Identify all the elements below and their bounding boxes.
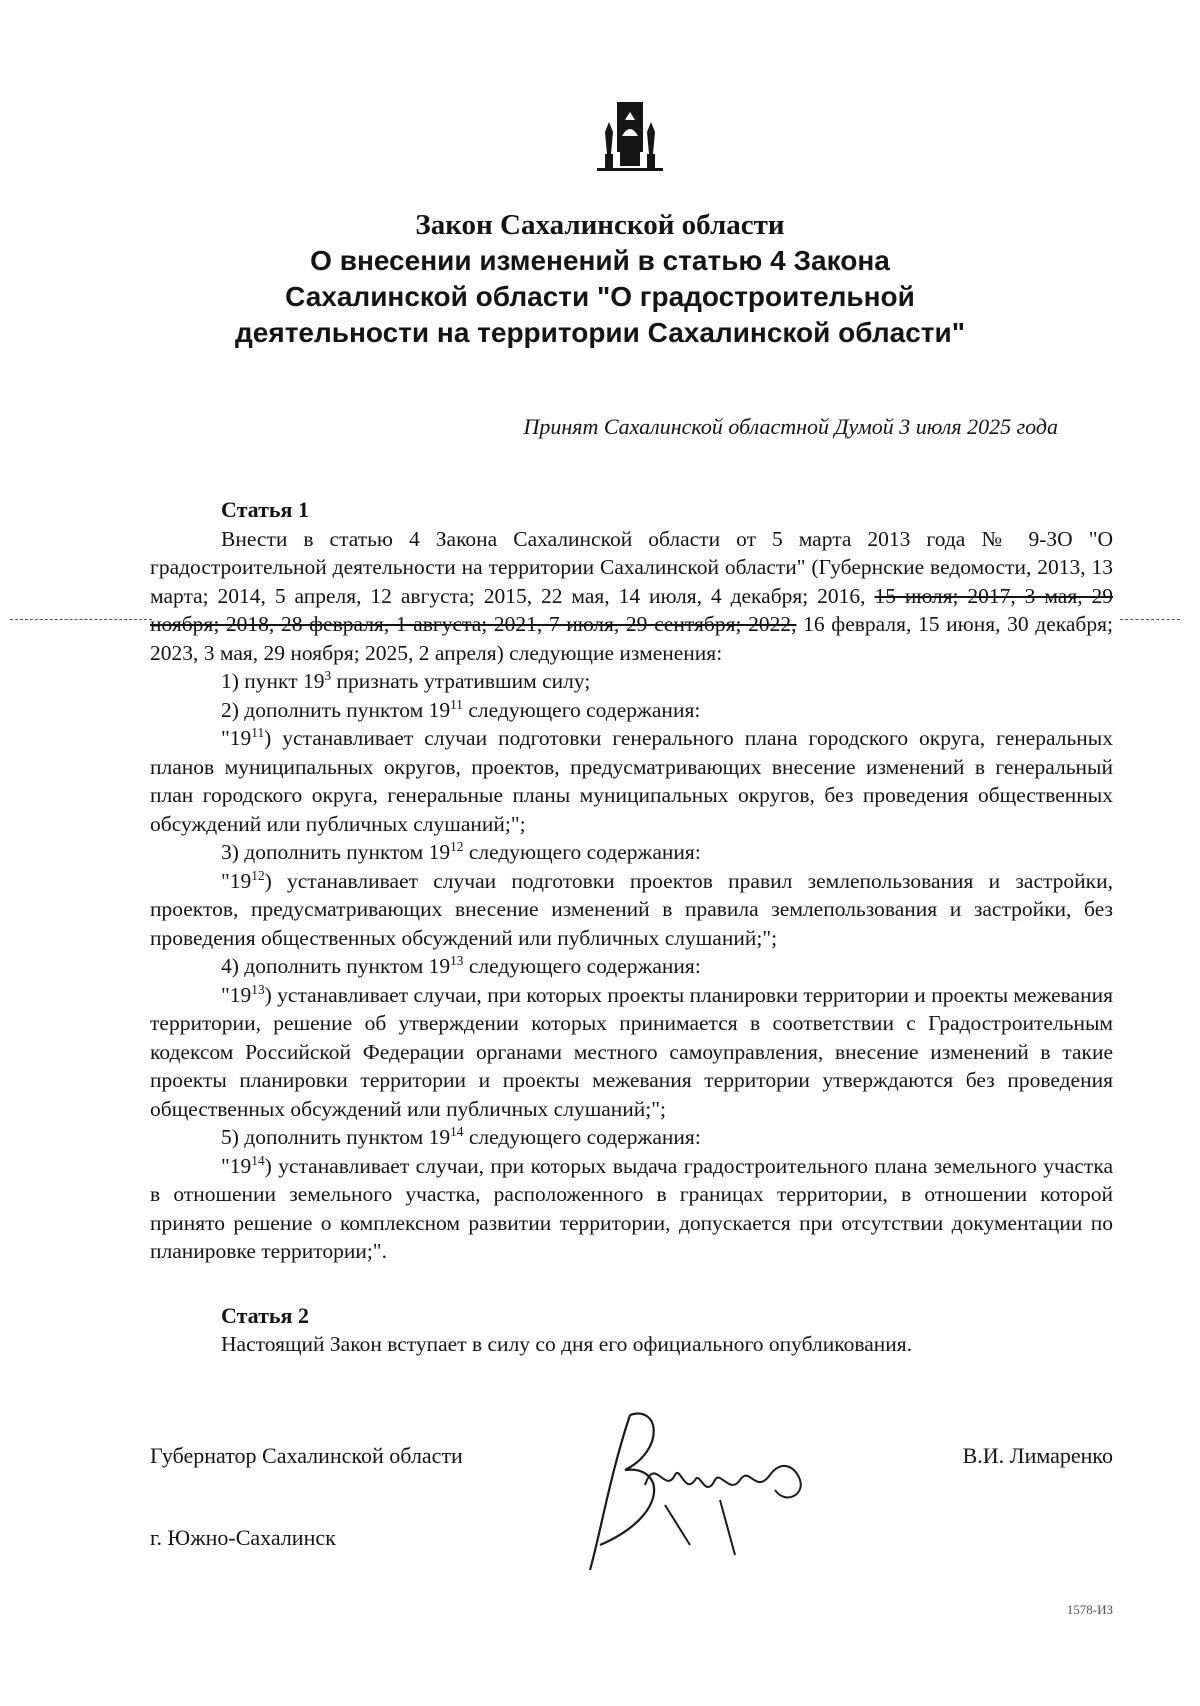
item-3-text-end: следующего содержания: xyxy=(463,840,701,864)
intro-part-a: Внести в статью 4 Закона Сахалинской области от 5 марта 2013 года № 9-ЗО "О градостроительной деятельности на территории Сахалинской области" (Губернские ведомости, 2013, 13 марта; 2014, 5 апреля, 12 августа; 2015, 22 мая, 14 июля, 4 декабря; 2016, xyxy=(150,526,1113,608)
document-number: 1578-ИЗ xyxy=(1066,1602,1113,1617)
signature-icon xyxy=(570,1395,870,1595)
item-4-text: 4) дополнить пунктом 19 xyxy=(221,954,451,978)
intro-part-b: 16 февраля, 15 июня, 30 декабря; 2023, 3 мая, 29 ноября; 2025, 2 апреля) следующие изменения: xyxy=(150,612,1113,665)
item-2-text-end: следующего содержания: xyxy=(462,697,701,722)
item-2-quote-text: ) устанавливает случаи подготовки генерального плана городского округа, генеральных планов муниципальных округов, проектов, предусматривающих внесение изменений в генеральный план городского округа, генеральные планы муниципальных округов, без проведения общественных обсуждений или публичных слушаний;"; xyxy=(150,726,1113,836)
article-2-heading: Статья 2 xyxy=(221,1302,309,1328)
item-5-quote xyxy=(150,1152,1113,1266)
document-body xyxy=(150,496,1113,1359)
item-1 xyxy=(150,667,1113,696)
subject-line-3: деятельности на территории Сахалинской области" xyxy=(235,317,965,348)
signatory-position: Губернатор Сахалинской области xyxy=(150,1443,463,1468)
item-5 xyxy=(150,1123,1113,1152)
item-1-sup: 3 xyxy=(324,667,332,683)
margin-dash-left xyxy=(10,619,152,620)
signatory-name: В.И. Лимаренко xyxy=(962,1443,1113,1468)
subject-line-2: Сахалинской области "О градостроительной xyxy=(285,281,915,312)
item-2-quote xyxy=(150,724,1113,838)
article-1-heading: Статья 1 xyxy=(221,497,309,522)
section-gap xyxy=(150,1266,1113,1302)
item-4-text-end: следующего содержания: xyxy=(463,954,701,978)
item-5-quote-sup: 14 xyxy=(251,1152,265,1168)
item-2-quote-sup: 11 xyxy=(251,724,265,740)
item-2-sup: 11 xyxy=(450,696,463,712)
item-3-quote xyxy=(150,867,1113,953)
item-5-sup: 14 xyxy=(450,1123,464,1139)
document-title xyxy=(100,207,1100,351)
item-4-quote xyxy=(150,981,1113,1124)
adoption-note: Принят Сахалинской областной Думой 3 июля 2025 года xyxy=(523,414,1058,439)
margin-dash-right xyxy=(1120,619,1180,620)
item-2-text: 2) дополнить пунктом 19 xyxy=(221,697,451,722)
item-5-quote-start: "19 xyxy=(221,1153,252,1178)
item-4 xyxy=(150,952,1113,981)
item-5-text: 5) дополнить пунктом 19 xyxy=(221,1125,451,1149)
item-2 xyxy=(150,696,1113,725)
intro-struck-text: 15 июля; 2017, 3 мая, 29 ноября; 2018, 28 февраля, 1 августа; 2021, 7 июля, 29 сентября; 2022, xyxy=(150,583,1113,636)
item-3-quote-text: ) устанавливает случаи подготовки проектов правил землепользования и застройки, проектов, предусматривающих внесение изменений в правила землепользования и застройки, без проведения общественных обсуждений или публичных слушаний;"; xyxy=(150,868,1113,950)
article-2-text: Настоящий Закон вступает в силу со дня его официального опубликования. xyxy=(221,1332,913,1356)
item-4-sup: 13 xyxy=(450,952,464,968)
item-4-quote-start: "19 xyxy=(221,982,252,1007)
item-1-text-end: признать утратившим силу; xyxy=(331,669,591,693)
item-3-sup: 12 xyxy=(450,838,464,854)
article-1-intro xyxy=(150,525,1113,668)
item-4-quote-text: ) устанавливает случаи, при которых проекты планировки территории и проекты межевания территории, решение об утверждении которых принимается в соответствии с Градостроительным кодексом Российской Федерации органами местного самоуправления, внесение изменений в такие проекты планировки территории и проекты межевания территории утверждаются без проведения общественных обсуждений или публичных слушаний;"; xyxy=(150,982,1113,1121)
item-5-text-end: следующего содержания: xyxy=(463,1125,701,1149)
signing-city: г. Южно-Сахалинск xyxy=(150,1525,336,1550)
item-3-text: 3) дополнить пунктом 19 xyxy=(221,840,451,864)
item-4-quote-sup: 13 xyxy=(251,981,265,997)
item-2-quote-start: "19 xyxy=(221,726,252,750)
law-title: Закон Сахалинской области xyxy=(415,209,785,241)
subject-line-1: О внесении изменений в статью 4 Закона xyxy=(310,245,890,276)
item-1-text: 1) пункт 19 xyxy=(221,669,325,693)
item-3 xyxy=(150,838,1113,867)
item-3-quote-sup: 12 xyxy=(251,867,265,883)
item-5-quote-text: ) устанавливает случаи, при которых выдача градостроительного плана земельного участка в отношении земельного участка, расположенного в границах территории, в отношении которой принято решение о комплексном развитии территории, допускается при отсутствии документации по планировке территории;". xyxy=(150,1153,1113,1263)
coat-of-arms-icon xyxy=(595,92,665,182)
item-3-quote-start: "19 xyxy=(221,868,252,893)
